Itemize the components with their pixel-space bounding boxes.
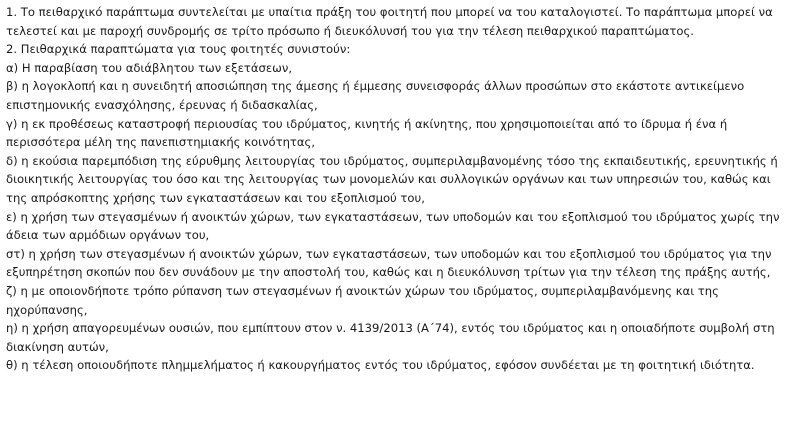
item-b-line-1: β) η λογοκλοπή και η συνειδητή αποσιώπηση της άμεσης ή έμμεσης συνεισφοράς άλλων προσώπων στο εκάστοτε αντικείμενο (6, 79, 745, 94)
item-e-line-2: άδεια των αρμόδιων οργάνων του, (6, 228, 210, 243)
item-d-line-1: δ) η εκούσια παρεμπόδιση της εύρυθμης λειτουργίας του ιδρύματος, συμπεριλαμβανομένης τόσο της εκπαιδευτικής, ερευνητικής ή (6, 153, 778, 168)
paragraph-2-heading: 2. Πειθαρχικά παραπτώματα για τους φοιτητές συνιστούν: (6, 42, 351, 57)
item-z-line-1: ζ) η με οποιονδήποτε τρόπο ρύπανση των στεγασμένων ή ανοικτών χώρων του ιδρύματος, συμπεριλαμβανόμενης και της (6, 283, 719, 298)
item-b-line-2: επιστημονικής ενασχόλησης, έρευνας ή διδασκαλίας, (6, 97, 318, 112)
item-a-line-1: α) Η παραβίαση του αδιάβλητου των εξετάσεων, (6, 60, 293, 75)
item-c-line-1: γ) η εκ προθέσεως καταστροφή περιουσίας του ιδρύματος, κινητής ή ακίνητης, που χρησιμοποιείται από το ίδρυμα ή ένα ή (6, 116, 728, 131)
paragraph-1-line-2: τελεστεί και με παροχή συνδρομής σε τρίτο πρόσωπο ή διευκόλυνσή του για την τέλεση πειθαρχικού παραπτώματος. (6, 23, 694, 38)
item-st-line-1: στ) η χρήση των στεγασμένων ή ανοικτών χώρων, των εγκαταστάσεων, των υποδομών και του εξοπλισμού του ιδρύματος για την (6, 246, 772, 261)
item-d-line-3: της απρόσκοπτης χρήσης των εγκαταστάσεων και του εξοπλισμού του, (6, 190, 425, 205)
item-d-line-2: διοικητικής λειτουργίας του όσο και της λειτουργίας των μονομελών και συλλογικών οργάνων και των υπηρεσιών του, καθώς και (6, 172, 771, 187)
item-h-line-2: διακίνηση αυτών, (6, 339, 109, 354)
item-c-line-2: περισσότερα μέλη της πανεπιστημιακής κοινότητας, (6, 135, 316, 150)
item-th-line-1: θ) η τέλεση οποιουδήποτε πλημμελήματος ή κακουργήματος εντός του ιδρύματος, εφόσον συνδέεται με τη φοιτητική ιδιότητα. (6, 358, 755, 373)
item-e-line-1: ε) η χρήση των στεγασμένων ή ανοικτών χώρων, των εγκαταστάσεων, των υποδομών και του εξοπλισμού του ιδρύματος χωρίς την (6, 209, 780, 224)
item-h-line-1: η) η χρήση απαγορευμένων ουσιών, που εμπίπτουν στον ν. 4139/2013 (Α΄74), εντός του ιδρύματος και η οποιαδήποτε συμβολή στη (6, 321, 775, 336)
paragraph-1-line-1: 1. Το πειθαρχικό παράπτωμα συντελείται με υπαίτια πράξη του φοιτητή που μπορεί να του καταλογιστεί. Το παράπτωμα μπορεί να (6, 5, 773, 19)
item-z-line-2: ηχορύπανσης, (6, 302, 88, 317)
item-st-line-2: εξυπηρέτηση σκοπών που δεν συνάδουν με την αποστολή του, καθώς και η διευκόλυνση τρίτων για την τέλεση της πράξης αυτής, (6, 265, 771, 280)
